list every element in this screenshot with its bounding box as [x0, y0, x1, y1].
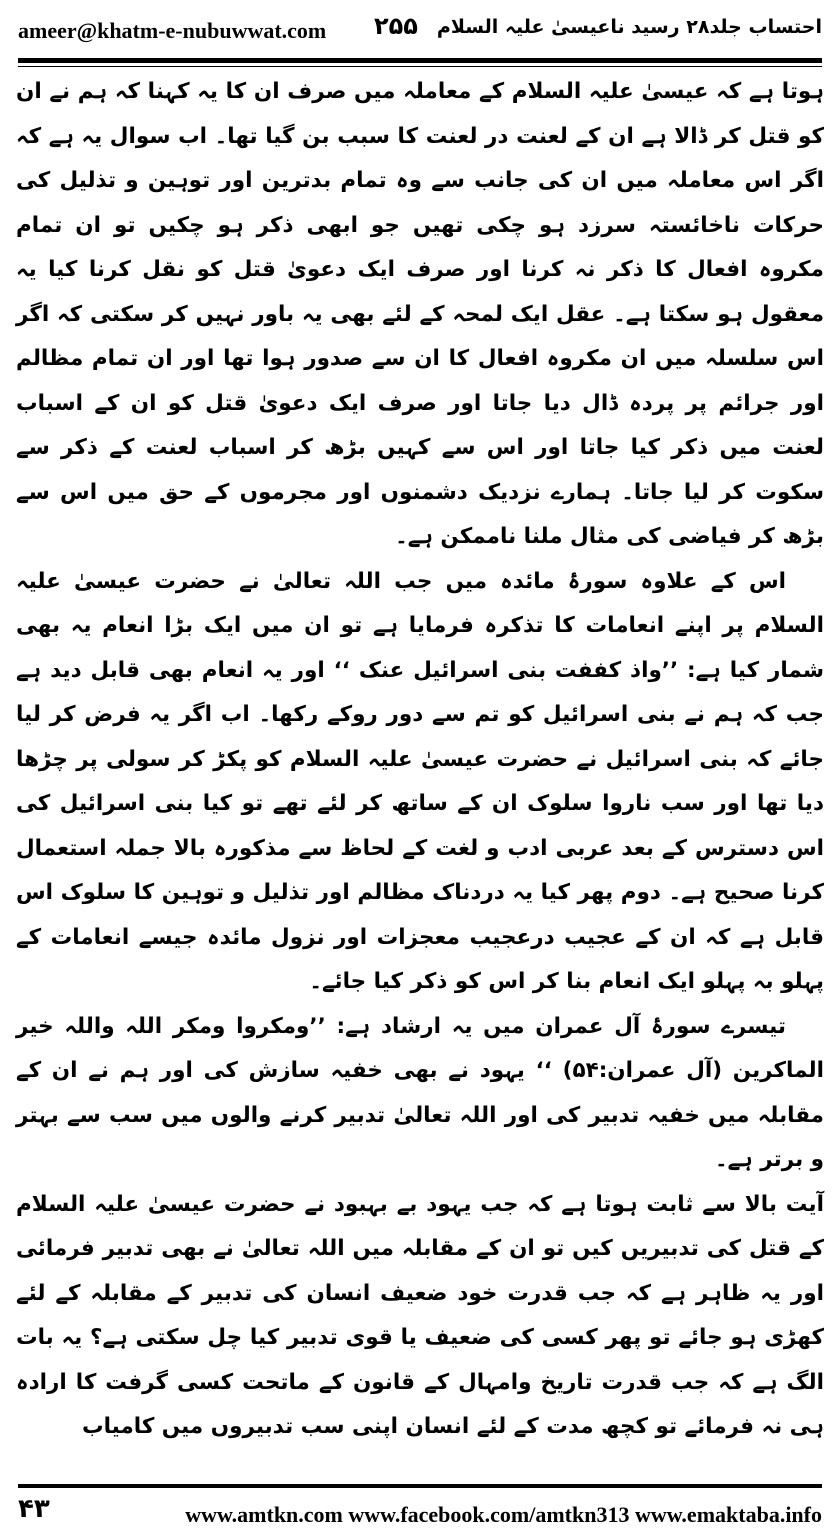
paragraph-4: آیت بالا سے ثابت ہوتا ہے کہ جب یہود بے بہبود نے حضرت عیسیٰ علیہ السلام کے قتل کی تدبیریں کیں تو ان کے مقابلہ میں اللہ تعالیٰ نے بھی تدبیر فرمائی اور یہ ظاہر ہے کہ جب قدرت خود ضعیف انسان کی تدبیر کے مقابلہ کے لئے کھڑی ہو جائے تو پھر کسی کی ضعیف یا قوی تدبیر کیا چل سکتی ہے؟ یہ بات الگ ہے کہ جب قدرت تاریخ وامہال کے قانون کے ماتحت کسی گرفت کا ارادہ ہی نہ فرمائے تو کچھ مدت کے لئے انسان اپنی سب تدبیروں میں کامیاب: [16, 1191, 824, 1439]
footer-rule: [18, 1484, 822, 1488]
header-page-number: ۲۵۵: [374, 12, 418, 40]
paragraph-1: ہوتا ہے کہ عیسیٰ علیہ السلام کے معاملہ میں صرف ان کا یہ کہنا کہ ہم نے ان کو قتل کر ڈالا ہے ان کے لعنت در لعنت کا سبب بن گیا تھا۔ اب سوال یہ ہے کہ اگر اس معاملہ میں ان کی جانب سے وہ تمام بدترین اور توہین و تذلیل کی حرکات ناخائستہ سرزد ہو چکی تھیں جو ابھی ذکر ہو چکیں تو ان تمام مکروہ افعال کا ذکر نہ کرنا اور صرف ایک دعویٰ قتل کو نقل کرنا کیا یہ معقول ہو سکتا ہے۔ عقل ایک لمحہ کے لئے بھی یہ باور نہیں کر سکتی کہ اگر اس سلسلہ میں ان مکروہ افعال کا ان سے صدور ہوا تھا اور ان تمام مظالم اور جرائم پر پردہ ڈال دیا جاتا اور صرف ایک دعویٰ قتل کو ان کے اسباب لعنت میں ذکر کیا جاتا اور اس سے کہیں بڑھ کر اسباب لعنت کے ذکر سے سکوت کر لیا جاتا۔ ہمارے نزدیک دشمنوں اور مجرموں کے حق میں اس سے بڑھ کر فیاضی کی مثال ملنا ناممکن ہے۔: [16, 79, 824, 549]
page-footer: [18, 1494, 822, 1530]
header-book-title: احتساب جلد۲۸ رسید ناعیسیٰ علیہ السلام: [436, 16, 822, 38]
page-header: [18, 12, 822, 52]
header-rule-thin: [18, 66, 822, 67]
header-rule-thick: [18, 58, 822, 63]
page-body: [16, 70, 824, 1460]
paragraph-3: تیسرے سورۂ آل عمران میں یہ ارشاد ہے: ’’ومکروا ومکر اللہ واللہ خیر الماکرین (آل عمران:۵۴) ‘‘ یہود نے بھی خفیہ سازش کی اور ہم نے ان کے مقابلہ میں خفیہ تدبیر کی اور اللہ تعالیٰ تدبیر کرنے والوں میں سب سے بہتر و برتر ہے۔: [16, 1013, 824, 1172]
footer-folio-number: ۴۳: [18, 1494, 50, 1524]
paragraph-2: اس کے علاوہ سورۂ مائدہ میں جب اللہ تعالیٰ نے حضرت عیسیٰ علیہ السلام پر اپنے انعامات کا تذکرہ فرمایا ہے تو ان میں ایک بڑا انعام یہ بھی شمار کیا ہے: ’’واذ کففت بنی اسرائیل عنک ‘‘ اور یہ انعام بھی قابل دید ہے جب کہ ہم نے بنی اسرائیل کو تم سے دور روکے رکھا۔ اب اگر یہ فرض کر لیا جائے کہ بنی اسرائیل نے حضرت عیسیٰ علیہ السلام کو پکڑ کر سولی پر چڑھا دیا تھا اور سب ناروا سلوک ان کے ساتھ کر لئے تھے تو کیا بنی اسرائیل کی اس دسترس کے بعد عربی ادب و لغت کے لحاظ سے مذکورہ بالا جملہ استعمال کرنا صحیح ہے۔ دوم پھر کیا یہ دردناک مظالم اور تذلیل و توہین کا سلوک اس قابل ہے کہ ان کے عجیب درعجیب معجزات اور نزول مائدہ جیسے انعامات کے پہلو بہ پہلو ایک انعام بنا کر اس کو ذکر کیا جائے۔: [16, 568, 824, 994]
header-email: ameer@khatm-e-nubuwwat.com: [18, 18, 327, 43]
footer-urls: www.amtkn.com www.facebook.com/amtkn313 www.emaktaba.info: [185, 1502, 822, 1527]
